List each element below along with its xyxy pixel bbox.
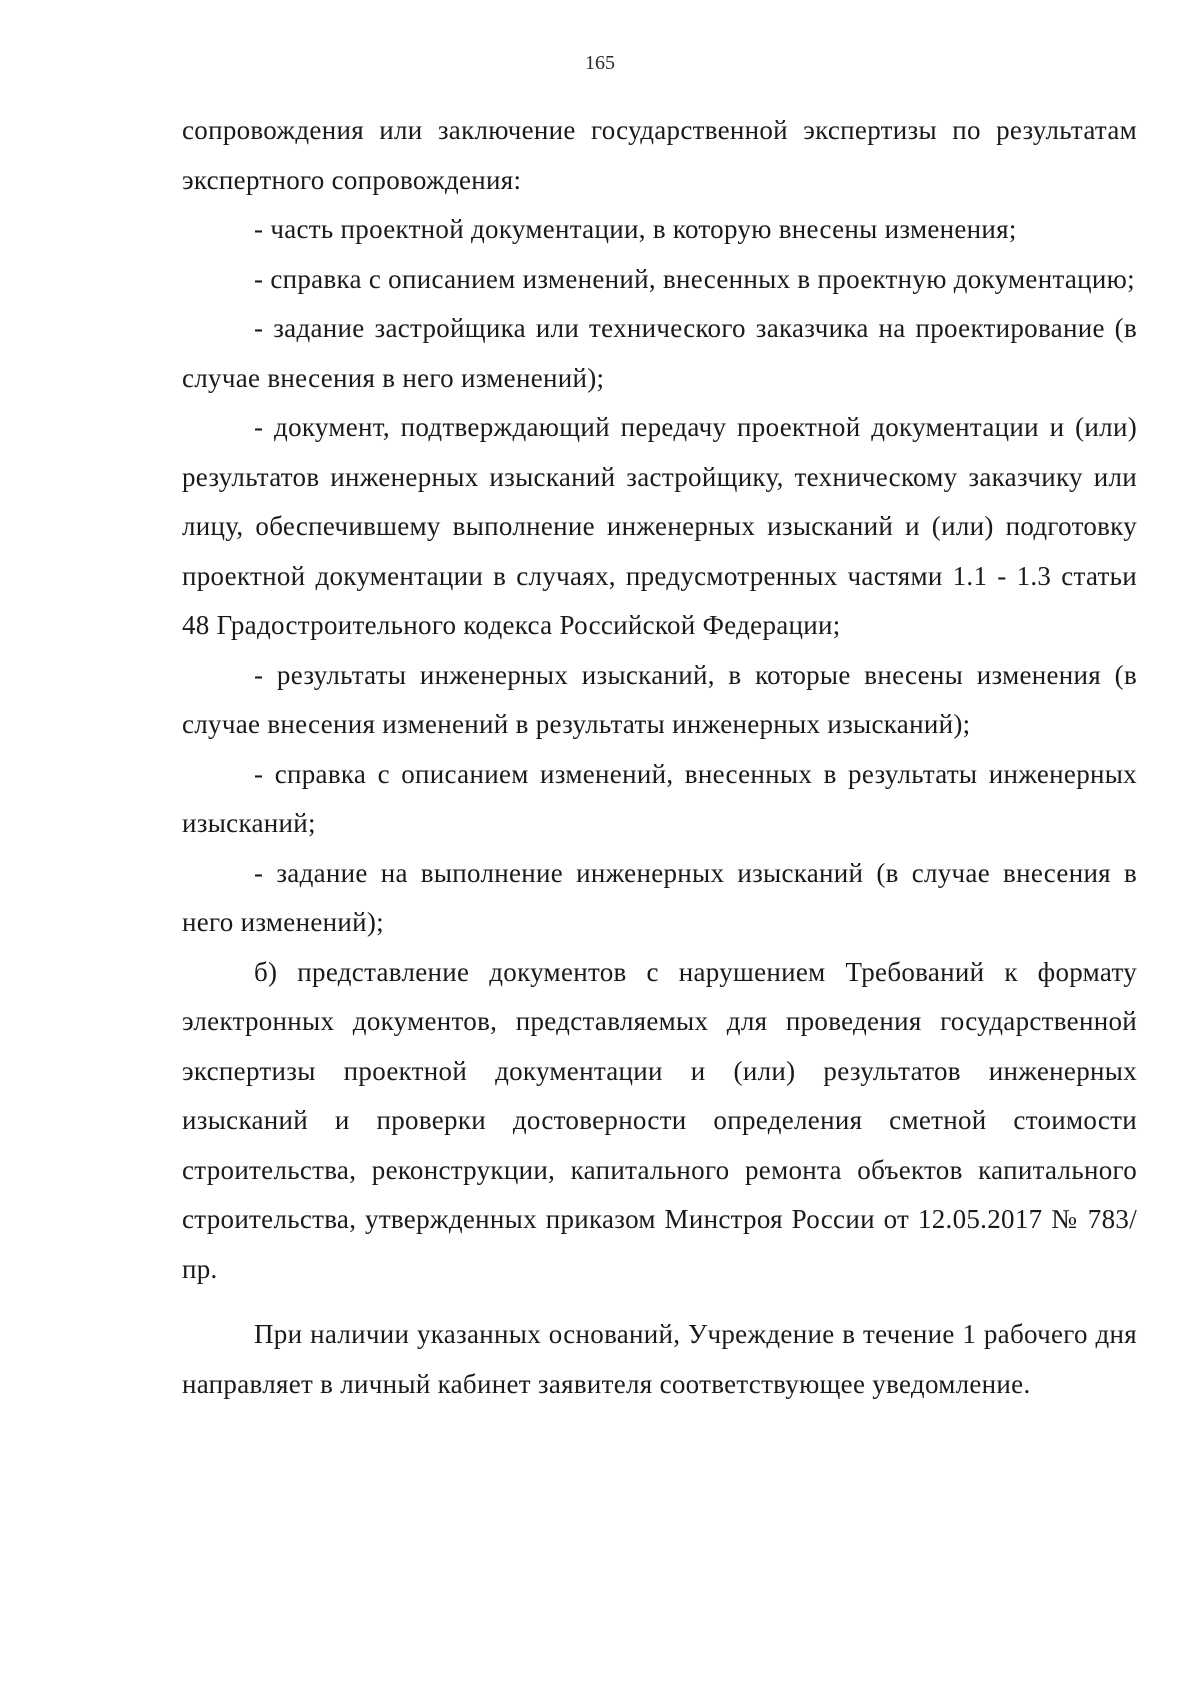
paragraph-format-violation: б) представление документов с нарушением Требований к формату электронных документов, представляемых для проведения государственной экспертизы проектной документации и (или) результатов инженерных изысканий и проверки достоверности определения сметной стоимости строительства, реконструкции, капитального ремонта объектов капитального строительства, утвержденных приказом Минстроя России от 12.05.2017 № 783/пр.	[182, 956, 1137, 1284]
list-item-survey-changes-reference: - справка с описанием изменений, внесенных в результаты инженерных изысканий;	[182, 758, 1137, 838]
paragraph-notification: При наличии указанных оснований, Учреждение в течение 1 рабочего дня направляет в личный кабинет заявителя соответствующее уведомление.	[182, 1319, 1137, 1399]
list-item-transfer-document: - документ, подтверждающий передачу проектной документации и (или) результатов инженерных изысканий застройщику, техническому заказчику или лицу, обеспечившему выполнение инженерных изысканий и (или) подготовку проектной документации в случаях, предусмотренных частями 1.1 - 1.3 статьи 48 Градостроительного кодекса Российской Федерации;	[182, 412, 1137, 640]
list-item-survey-assignment: - задание на выполнение инженерных изысканий (в случае внесения в него изменений);	[182, 857, 1137, 937]
list-item-design-assignment: - задание застройщика или технического заказчика на проектирование (в случае внесения в него изменений);	[182, 313, 1137, 393]
document-body	[182, 106, 1137, 1409]
list-item-survey-results: - результаты инженерных изысканий, в которые внесены изменения (в случае внесения изменений в результаты инженерных изысканий);	[182, 659, 1137, 739]
page-number: 165	[585, 52, 615, 74]
paragraph-continuation: сопровождения или заключение государственной экспертизы по результатам экспертного сопровождения:	[182, 115, 1137, 195]
list-item-changes-reference: - справка с описанием изменений, внесенных в проектную документацию;	[254, 263, 1135, 294]
list-item-project-docs-part: - часть проектной документации, в которую внесены изменения;	[254, 214, 1017, 244]
